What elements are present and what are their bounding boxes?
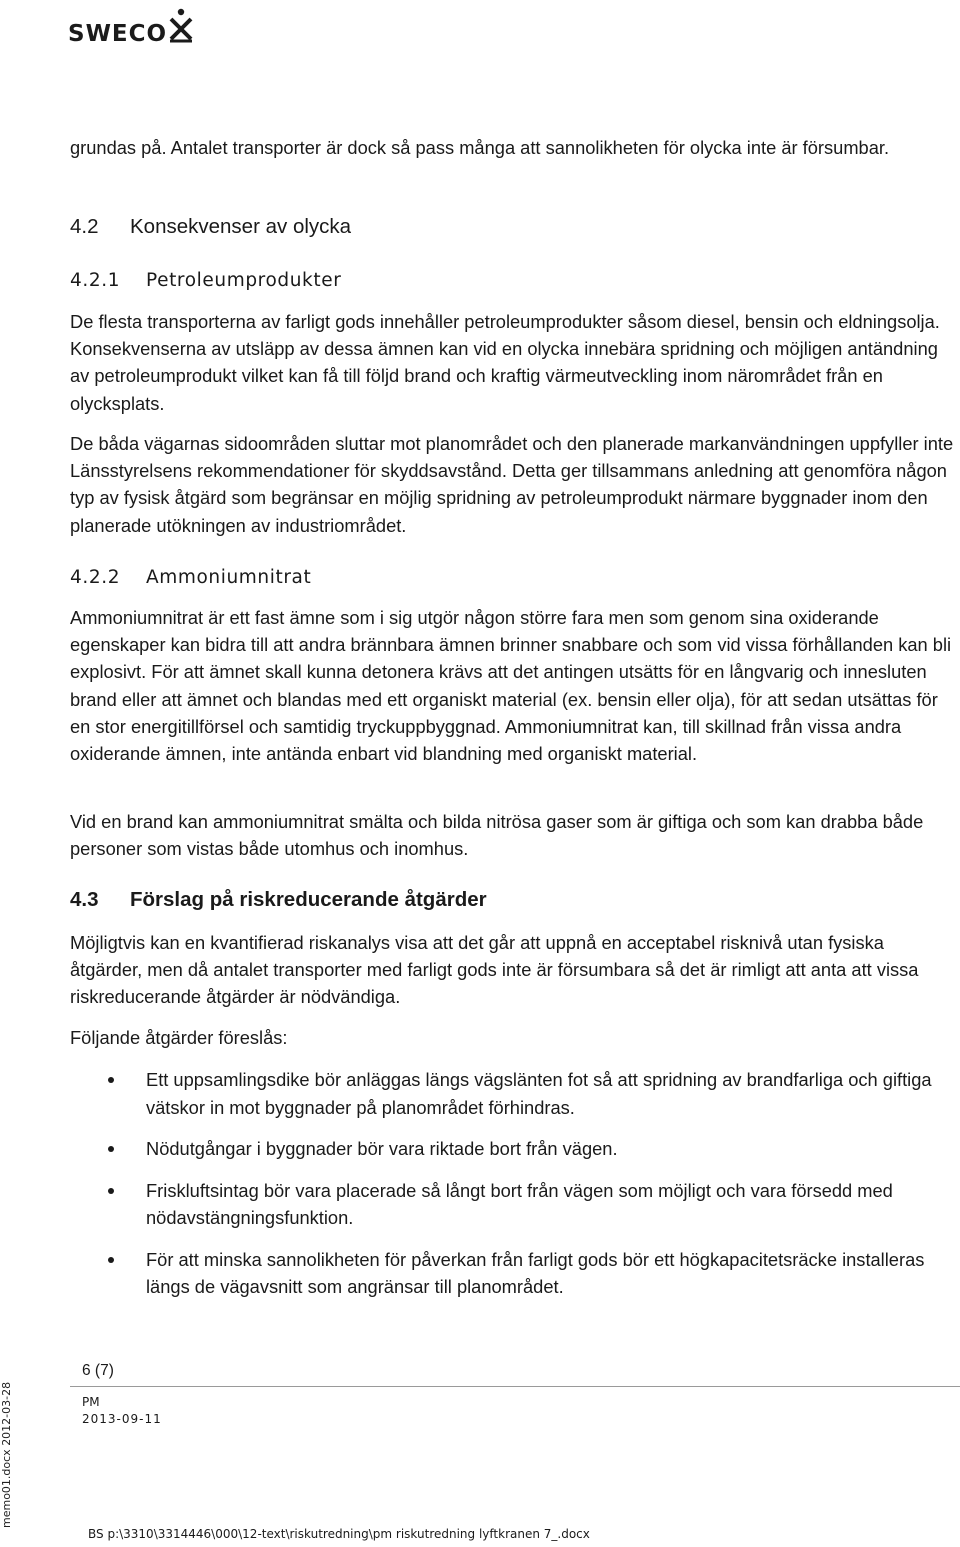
- heading-title: Förslag på riskreducerande åtgärder: [130, 888, 487, 911]
- heading-title: Konsekvenser av olycka: [130, 215, 352, 238]
- bullet-icon: [108, 1188, 114, 1194]
- bullet-icon: [108, 1257, 114, 1263]
- paragraph-ammonium-1: Ammoniumnitrat är ett fast ämne som i sig utgör någon större fara men som genom sina oxiderande egenskaper kan bidra till att andra brännbara ämnen brinner snabbare och som vid vissa förhållanden kan bli explosivt. För att ämnet skall kunna detonera krävs att det antingen utsätts för en långvarig och innesluten brand eller att ämnet och blandas med ett organiskt material (ex. bensin eller olja), för att sedan utsättas för en stor energitillförsel och samtidig tryckuppbyggnad. Ammoniumnitrat kan, till skillnad från vissa andra oxiderande ämnen, inte antända enbart vid blandning med organiskt material.: [70, 607, 952, 765]
- template-label: memo01.docx 2012-03-28: [0, 1381, 13, 1528]
- logo-text: SWECO: [68, 21, 168, 47]
- heading-4-3: [70, 886, 487, 914]
- bullet-icon: [108, 1146, 114, 1152]
- paragraph-measures-1: Möjligtvis kan en kvantifierad riskanalys visa att det går att uppnå en acceptabel risknivå utan fysiska åtgärder, men då antalet transporter med farligt gods inte är försumbara så det är rimligt att anta att vissa riskreducerande åtgärder är nödvändiga.: [70, 932, 919, 1008]
- heading-4-2-1: [70, 267, 341, 295]
- footer-divider: [70, 1386, 960, 1387]
- heading-number: 4.3: [70, 888, 99, 911]
- sweco-emblem-icon: [168, 8, 194, 44]
- paragraph-petroleum-1: De flesta transporterna av farligt gods innehåller petroleumprodukter såsom diesel, bensin och eldningsolja. Konsekvenserna av utsläpp av dessa ämnen kan vid en olycka innebära spridning och möjligen antändning av petroleumprodukt vilket kan få till följd brand och kraftig värmeutveckling inom närområdet från en olycksplats.: [70, 311, 940, 414]
- heading-title: Petroleumprodukter: [146, 270, 342, 291]
- list-item: [70, 1246, 960, 1301]
- heading-4-2-2: [70, 564, 311, 592]
- measures-list: [70, 1066, 960, 1301]
- bullet-icon: [108, 1077, 114, 1083]
- intro-paragraph: [70, 134, 960, 162]
- page-number: 6 (7): [82, 1362, 114, 1379]
- list-item: [70, 1066, 960, 1121]
- document-type: PM: [82, 1395, 100, 1409]
- heading-number: 4.2.1: [70, 270, 121, 291]
- list-item: [70, 1135, 960, 1163]
- sweco-logo: [68, 4, 194, 46]
- paragraph-petroleum-2: De båda vägarnas sidoområden sluttar mot planområdet och den planerade markanvändningen uppfyller inte Länsstyrelsens rekommendationer för skyddsavstånd. Detta ger tillsammans anledning att genomföra någon typ av fysisk åtgärd som begränsar en möjlig spridning av petroleumprodukt närmare byggnader inom den planerade utökningen av industriområdet.: [70, 433, 954, 536]
- heading-number: 4.2.2: [70, 567, 121, 588]
- heading-title: Ammoniumnitrat: [146, 567, 312, 588]
- intro-text: grundas på. Antalet transporter är dock så pass många att sannolikheten för olycka inte är försumbar.: [70, 137, 890, 158]
- list-item-text: Friskluftsintag bör vara placerade så långt bort från vägen som möjligt och vara försedd med nödavstängningsfunktion.: [146, 1179, 893, 1228]
- heading-4-2: [70, 213, 351, 241]
- heading-number: 4.2: [70, 215, 99, 238]
- list-item-text: Nödutgångar i byggnader bör vara riktade bort från vägen.: [146, 1138, 618, 1159]
- paragraph-measures-2: Följande åtgärder föreslås:: [70, 1027, 288, 1048]
- file-path: BS p:\3310\3314446\000\12-text\riskutredning\pm riskutredning lyftkranen 7_.docx: [88, 1527, 590, 1541]
- list-item-text: För att minska sannolikheten för påverkan från farligt gods bör ett högkapacitetsräcke installeras längs de vägavsnitt som angränsar till planområdet.: [146, 1248, 925, 1297]
- document-date: 2013-09-11: [82, 1412, 162, 1426]
- list-item: [70, 1177, 960, 1232]
- list-item-text: Ett uppsamlingsdike bör anläggas längs vägslänten fot så att spridning av brandfarliga och giftiga vätskor in mot byggnader på planområdet förhindras.: [146, 1069, 932, 1118]
- paragraph-ammonium-2: Vid en brand kan ammoniumnitrat smälta och bilda nitrösa gaser som är giftiga och som kan drabba både personer som vistas både utomhus och inomhus.: [70, 811, 924, 860]
